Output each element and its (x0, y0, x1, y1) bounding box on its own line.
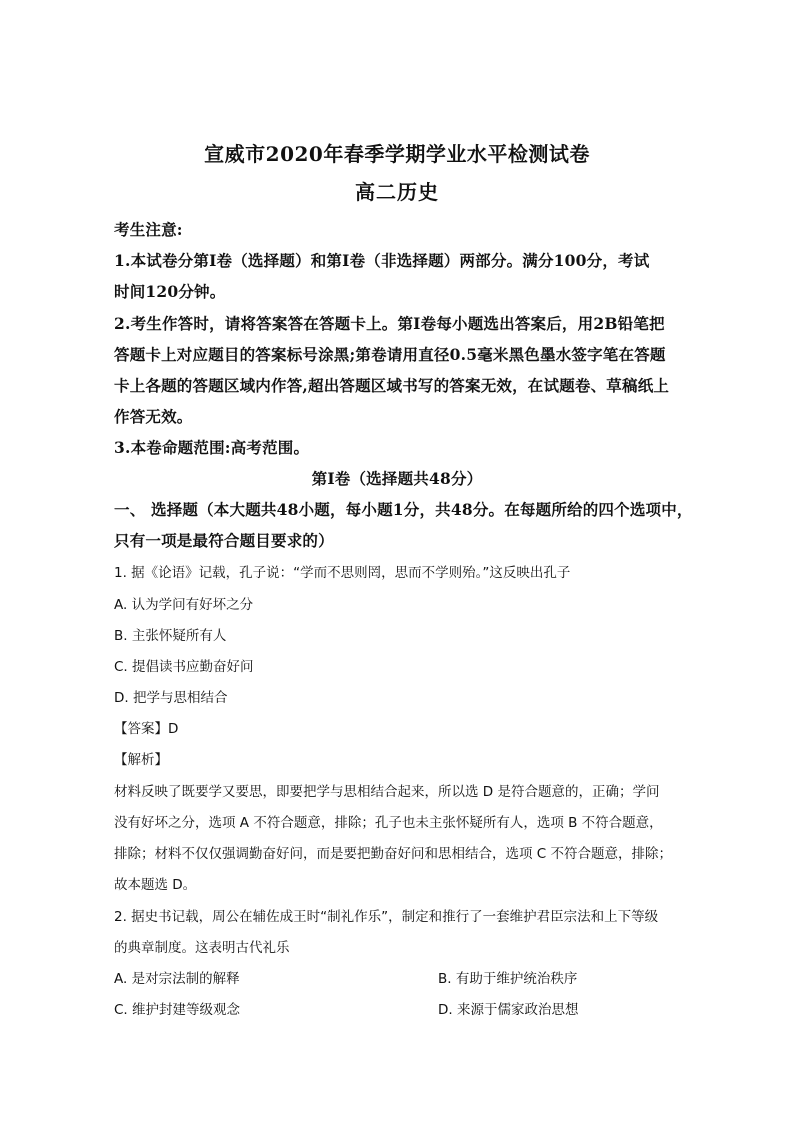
q2-option-a: A. 是对宗法制的解释 (114, 971, 240, 987)
exam-subject: 高二历史 (355, 180, 439, 204)
q1-option-b: B. 主张怀疑所有人 (114, 628, 227, 644)
q2-stem-line-1: 2. 据史书记载，周公在辅佐成王时“制礼作乐”，制定和推行了一套维护君臣宗法和上下等级 (114, 909, 659, 925)
answer-value: D (168, 721, 179, 737)
notice-line-6: 作答无效。 (114, 407, 193, 426)
q1-analysis-line-2: 没有好坏之分，选项 A 不符合题意，排除；孔子也未主张怀疑所有人，选项 B 不符合题意， (114, 815, 663, 831)
q2-option-d: D. 来源于儒家政治思想 (438, 1002, 579, 1018)
q1-answer (114, 717, 684, 737)
q1-analysis-label: 【解析】 (114, 752, 168, 768)
q2-option-b: B. 有助于维护统治秩序 (438, 971, 578, 987)
answer-label: 【答案】 (114, 721, 168, 737)
q1-option-d: D. 把学与思相结合 (114, 690, 228, 706)
q2-option-c: C. 维护封建等级观念 (114, 1002, 241, 1018)
section-instruction-2: 只有一项是最符合题目要求的） (114, 531, 334, 550)
q1-analysis-line-1: 材料反映了既要学又要思，即要把学与思相结合起来，所以选 D 是符合题意的，正确；学问 (114, 784, 660, 800)
notice-line-4: 答题卡上对应题目的答案标号涂黑;第卷请用直径0.5毫米黑色墨水签字笔在答题 (114, 345, 666, 364)
q1-option-a: A. 认为学问有好坏之分 (114, 597, 254, 613)
q2-stem-line-2: 的典章制度。这表明古代礼乐 (114, 940, 290, 956)
notice-heading: 考生注意: (114, 220, 183, 239)
notice-line-7: 3.本卷命题范围:高考范围。 (114, 438, 310, 457)
exam-title: 宣威市2020年春季学期学业水平检测试卷 (204, 142, 590, 166)
notice-line-3: 2.考生作答时，请将答案答在答题卡上。第Ⅰ卷每小题选出答案后，用2B铅笔把 (114, 314, 665, 333)
q1-analysis-line-3: 排除；材料不仅仅强调勤奋好问，而是要把勤奋好问和思相结合，选项 C 不符合题意，排除； (114, 846, 673, 862)
section-instruction-1: 一、 选择题（本大题共48小题，每小题1分，共48分。在每题所给的四个选项中， (114, 500, 693, 519)
q1-option-c: C. 提倡读书应勤奋好问 (114, 659, 254, 675)
section-title: 第Ⅰ卷（选择题共48分） (311, 469, 483, 488)
q1-analysis-line-4: 故本题选 D。 (114, 877, 197, 893)
notice-line-2: 时间120分钟。 (114, 282, 226, 301)
q1-stem: 1. 据《论语》记载，孔子说：“学而不思则罔，思而不学则殆。”这反映出孔子 (114, 565, 571, 581)
notice-line-5: 卡上各题的答题区域内作答,超出答题区域书写的答案无效，在试题卷、草稿纸上 (114, 376, 670, 395)
notice-line-1: 1.本试卷分第Ⅰ卷（选择题）和第Ⅰ卷（非选择题）两部分。满分100分，考试 (114, 251, 650, 270)
